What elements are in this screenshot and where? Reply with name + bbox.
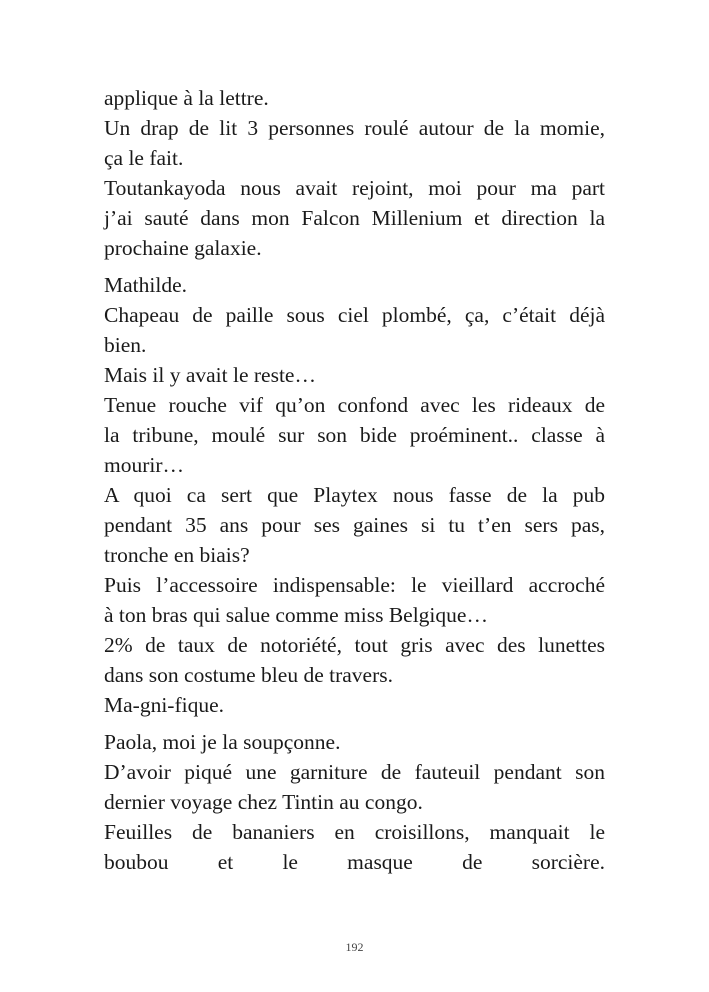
text-line: pendant 35 ans pour ses gaines si tu t’en sers pas, — [104, 513, 605, 537]
text-line: j’ai sauté dans mon Falcon Millenium et direction la — [104, 206, 605, 230]
body-text — [104, 83, 605, 877]
paragraph — [104, 83, 605, 263]
paragraph-gap — [104, 263, 605, 270]
text-line: Ma-gni-fique. — [104, 693, 225, 717]
text-line: boubou et le masque de sorcière. — [104, 850, 605, 874]
text-line: Paola, moi je la soupçonne. — [104, 730, 341, 754]
text-line: Un drap de lit 3 personnes roulé autour de la momie, — [104, 116, 605, 140]
text-line: la tribune, moulé sur son bide proéminent.. classe à — [104, 423, 605, 447]
text-line: 2% de taux de notoriété, tout gris avec des lunettes — [104, 633, 605, 657]
text-line: à ton bras qui salue comme miss Belgique… — [104, 603, 488, 627]
page-number: 192 — [345, 940, 364, 954]
text-line: Chapeau de paille sous ciel plombé, ça, c’était déjà — [104, 303, 605, 327]
text-line: mourir… — [104, 453, 185, 477]
text-line: Feuilles de bananiers en croisillons, manquait le — [104, 820, 605, 844]
text-line: tronche en biais? — [104, 543, 250, 567]
text-line: D’avoir piqué une garniture de fauteuil pendant son — [104, 760, 605, 784]
text-line: ça le fait. — [104, 146, 184, 170]
text-line: bien. — [104, 333, 147, 357]
text-line: Mais il y avait le reste… — [104, 363, 316, 387]
text-line: dernier voyage chez Tintin au congo. — [104, 790, 423, 814]
paragraph — [104, 727, 605, 877]
text-line: Tenue rouche vif qu’on confond avec les rideaux de — [104, 393, 605, 417]
text-line: A quoi ca sert que Playtex nous fasse de la pub — [104, 483, 605, 507]
text-line: applique à la lettre. — [104, 86, 269, 110]
text-line: prochaine galaxie. — [104, 236, 262, 260]
paragraph — [104, 270, 605, 720]
text-line: dans son costume bleu de travers. — [104, 663, 393, 687]
text-line: Mathilde. — [104, 273, 187, 297]
text-line: Toutankayoda nous avait rejoint, moi pour ma part — [104, 176, 605, 200]
paragraph-gap — [104, 720, 605, 727]
text-line: Puis l’accessoire indispensable: le vieillard accroché — [104, 573, 605, 597]
